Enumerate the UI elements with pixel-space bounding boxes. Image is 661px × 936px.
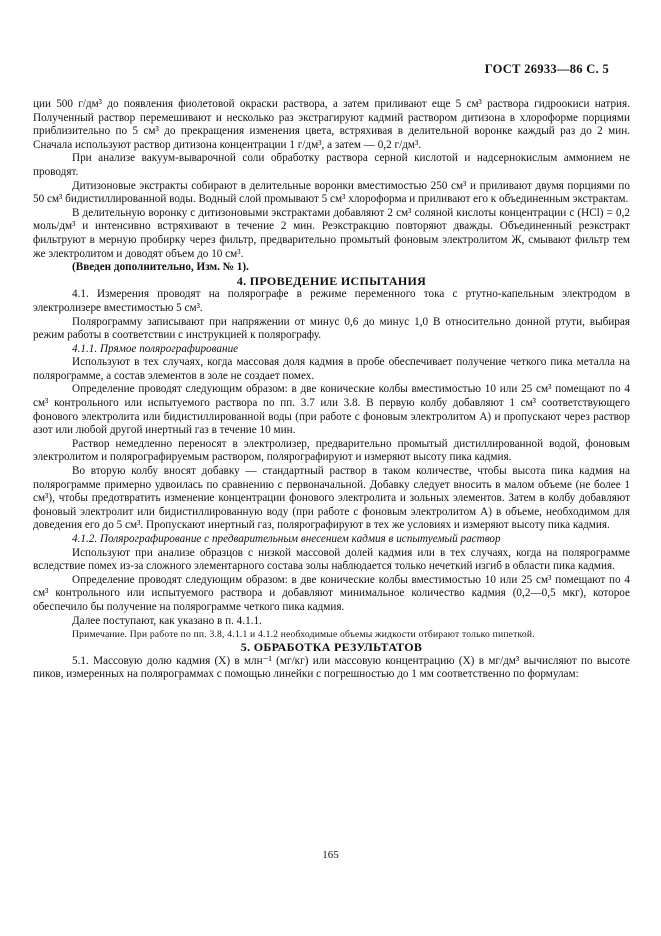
body-paragraph: (Введен дополнительно, Изм. № 1). bbox=[72, 261, 249, 274]
body-paragraph: 4.1.2. Полярографирование с предварительным внесением кадмия в испытуемый раствор bbox=[72, 533, 501, 545]
body-paragraph: Раствор немедленно переносят в электролизер, предварительно промытый дистиллированной водой, фоновым электролитом и полярографируемым раствором, полярографируют и измеряют высоту пика кадмия. bbox=[33, 437, 630, 464]
section-heading: 4. ПРОВЕДЕНИЕ ИСПЫТАНИЯ bbox=[236, 273, 427, 288]
page-body bbox=[33, 98, 630, 682]
body-paragraph: Определение проводят следующим образом: в две конические колбы вместимостью 10 или 25 см³ помещают по 4 см³ контрольного или испытуемого раствора и добавляют минимальное количество кадмия (0,2—0,5 мкг), которое обеспечило бы получение на полярограмме четкого пика кадмия. bbox=[33, 573, 630, 613]
body-paragraph: 4.1. Измерения проводят на полярографе в режиме переменного тока с ртутно-капельным электродом в электролизере вместимостью 5 см³. bbox=[33, 288, 630, 314]
section-heading: 5. ОБРАБОТКА РЕЗУЛЬТАТОВ bbox=[240, 640, 423, 655]
body-paragraph: Используют при анализе образцов с низкой массовой долей кадмия или в тех случаях, когда на полярограмме вследствие помех из-за сложного элементарного состава золы наблюдается только нечеткий изгиб в области пика кадмия. bbox=[33, 546, 630, 573]
page-header: ГОСТ 26933—86 С. 5 bbox=[484, 62, 609, 76]
body-paragraph: Определение проводят следующим образом: в две конические колбы вместимостью 10 или 25 см³ помещают по 4 см³ контрольного или испытуемого раствора по пп. 3.7 или 3.8. В первую колбу добавляют 1 см³ соответствующего фонового электролита или бидистиллированной воды (при работе с фоновым электролитом А) и пропускают через раствор азот или любой другой инертный газ в течение 10 мин. bbox=[33, 383, 630, 437]
page-number: 165 bbox=[322, 849, 339, 861]
body-paragraph: Во вторую колбу вносят добавку — стандартный раствор в таком количестве, чтобы высота пика кадмия на полярограмме примерно удвоилась по сравнению с первоначальной. Добавку следует вносить в малом объеме (не более 1 см³), чтобы предотвратить изменение концентрации фонового электролита и зольных элементов. Затем в колбу добавляют фоновый электролит или бидистиллированную воду (при работе с фоновым электролитом А) в объеме, необходимом для доведения его до 5 см³. Пропускают инертный газ, полярографируют в тех же условиях и измеряют высоту пика кадмия. bbox=[33, 465, 630, 532]
body-paragraph: Далее поступают, как указано в п. 4.1.1. bbox=[72, 614, 262, 627]
body-paragraph: При анализе вакуум-выварочной соли обработку раствора серной кислотой и надсернокислым аммонием не проводят. bbox=[33, 152, 630, 178]
body-paragraph: 5.1. Массовую долю кадмия (X) в млн⁻¹ (мг/кг) или массовую концентрацию (X) в мг/дм³ вычисляют по высоте пиков, измеренных на полярограммах с помощью линейки с погрешностью до 1 мм соответственно по формулам: bbox=[33, 654, 630, 681]
body-paragraph: Используют в тех случаях, когда массовая доля кадмия в пробе обеспечивает получение четкого пика металла на полярограмме, а состав элементов в золе не создает помех. bbox=[33, 356, 630, 382]
body-paragraph: Полярограмму записывают при напряжении от минус 0,6 до минус 1,0 В относительно донной ртути, выбирая режим работы в соответствии с инструкцией к полярографу. bbox=[33, 315, 630, 342]
body-paragraph: ции 500 г/дм³ до появления фиолетовой окраски раствора, а затем приливают еще 5 см³ раствора гидроокиси натрия. Полученный раствор перемешивают и несколько раз экстрагируют кадмий раствором дитизона в хлороформе порциями приблизительно по 5 см³ до прекращения изменения цвета, встряхивая в делительной воронке каждый раз до 2 мин. Сначала используют раствор дитизона концентрации 1 г/дм³, а затем — 0,2 г/дм³. bbox=[33, 98, 630, 151]
note-paragraph: Примечание. При работе по пп. 3.8, 4.1.1 и 4.1.2 необходимые объемы жидкости отбирают только пипеткой. bbox=[72, 629, 535, 641]
body-paragraph: В делительную воронку с дитизоновыми экстрактами добавляют 2 см³ соляной кислоты концентрации c (HCl) = 0,2 моль/дм³ и интенсивно встряхивают в течение 2 мин. Реэкстракцию повторяют дважды. Объединенный реэкстракт фильтруют в мерную пробирку через фильтр, предварительно промытый фоновым электролитом Ж, смывают фильтр тем же электролитом и доводят объем до 10 см³. bbox=[33, 206, 630, 260]
body-paragraph: 4.1.1. Прямое полярографирование bbox=[72, 342, 239, 355]
body-paragraph: Дитизоновые экстракты собирают в делительные воронки вместимостью 250 см³ и приливают двумя порциями по 50 см³ бидистиллированной воды. Водный слой промывают 5 см³ хлороформа и приливают его к объединенным экстрактам. bbox=[33, 179, 630, 206]
